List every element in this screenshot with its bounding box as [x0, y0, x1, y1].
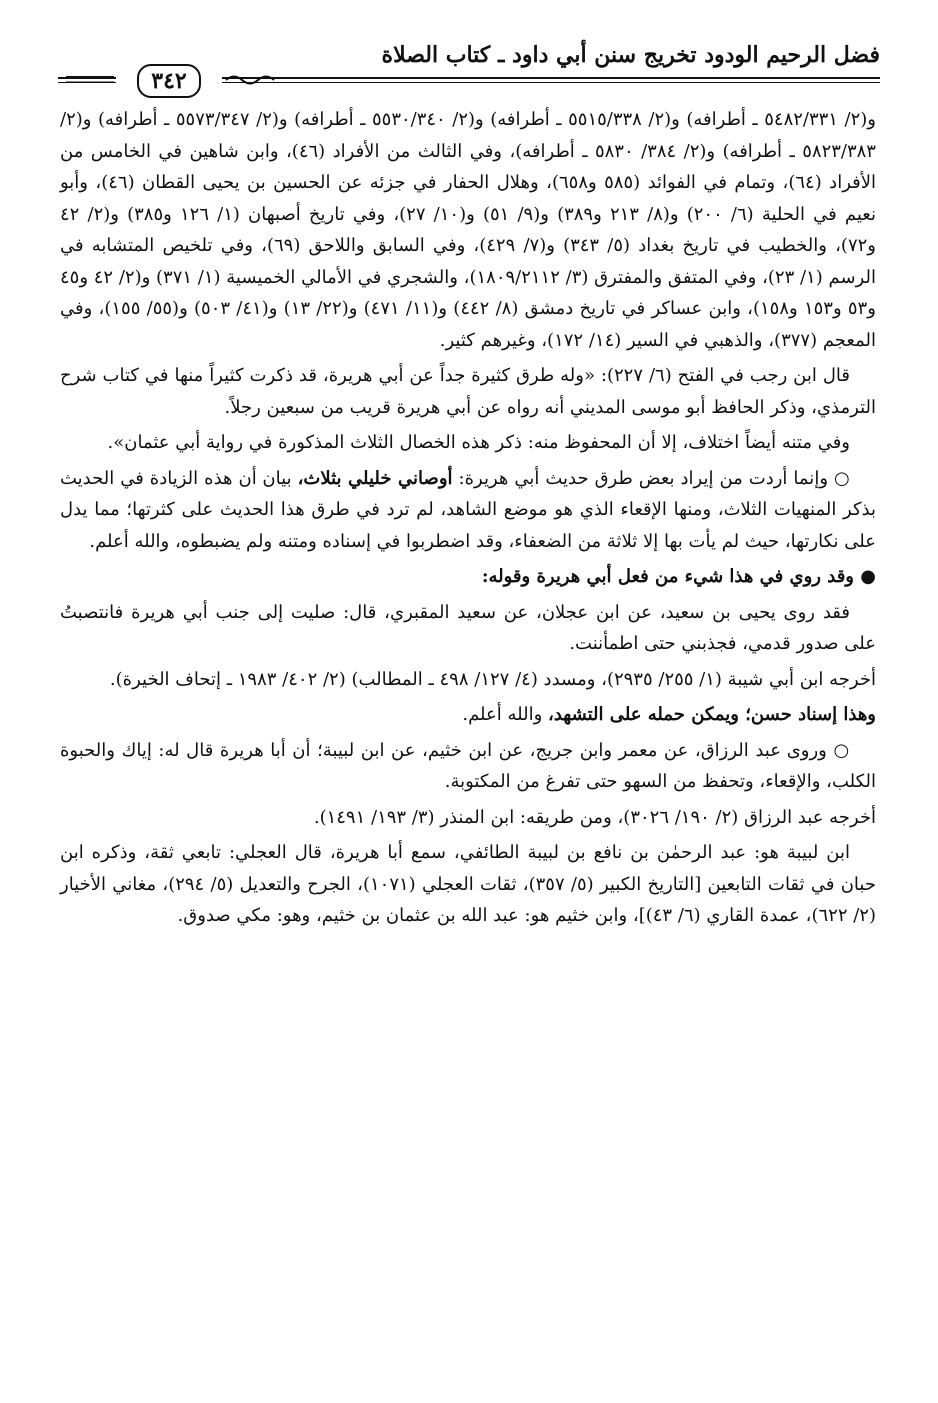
- isnad-judgement: وهذا إسناد حسن؛ ويمكن حمله على التشهد،: [548, 704, 876, 725]
- paragraph-yahya-narration: فقد روى يحيى بن سعيد، عن ابن عجلان، عن سعيد المقبري، قال: صليت إلى جنب أبي هريرة فانتصبتُ على صدور قدمي، فجذبني حتى اطمأننت.: [60, 601, 876, 654]
- purpose-body: بيان أن هذه الزيادة في الحديث بذكر المنهيات الثلاث، ومنها الإقعاء الذي هو موضع الشاهد، لم ترد في طرق هذا الحديث على كثرتها؛ مما يدل على نكارتها، حيث لم يأت بها إلا ثلاثة من الضعفاء، وقد اضطربوا في إسناده ومتنه ولم يضبطوه، والله أعلم.: [60, 467, 876, 552]
- hollow-bullet-icon: ○: [834, 467, 850, 489]
- page-number: ٣٤٢: [137, 64, 200, 98]
- purpose-intro: وإنما أردت من إيراد بعض طرق حديث أبي هريرة:: [458, 467, 829, 489]
- ornament-right-icon: [224, 71, 276, 89]
- ornament-left-icon: [64, 71, 116, 89]
- paragraph-matn-ikhtilaf: وفي متنه أيضاً اختلاف، إلا أن المحفوظ منه: ذكر هذه الخصال الثلاث المذكورة في رواية أبي عثمان».: [107, 432, 850, 453]
- purpose-hadith-quote: أوصاني خليلي بثلاث،: [297, 467, 453, 489]
- paragraph-ibn-labibah: ابن لبيبة هو: عبد الرحمٰن بن نافع بن لبيبة الطائفي، سمع أبا هريرة، قال العجلي: تابعي ثقة، وذكره ابن حبان في ثقات التابعين [التاريخ الكبير (٥/ ٣٥٧)، ثقات العجلي (١٠٧١)، الجرح والتعديل (٥/ ٢٩٤)، مغاني الأخيار (٢/ ٦٢٢)، عمدة القاري (٦/ ٤٣)]، وابن خثيم هو: عبد الله بن عثمان بن خثيم، وهو: مكي صدوق.: [60, 842, 876, 926]
- isnad-closing: والله أعلم.: [462, 704, 543, 725]
- section-heading: [60, 561, 876, 593]
- main-text: [60, 104, 876, 932]
- paragraph-isnad-hasan: [60, 699, 876, 731]
- hollow-bullet-icon: ○: [833, 739, 850, 761]
- paragraph-purpose: [60, 463, 876, 558]
- paragraph-ibn-rajab: قال ابن رجب في الفتح (٦/ ٢٢٧): «وله طرق كثيرة جداً عن أبي هريرة، قد ذكرت كثيراً منها في كتاب شرح الترمذي، وذكر الحافظ أبو موسى المديني أنه رواه عن أبي هريرة قريب من سبعين رجلاً.: [60, 365, 876, 418]
- section-heading-text: وقد روي في هذا شيء من فعل أبي هريرة وقوله:: [481, 566, 854, 587]
- paragraph-abdurrazzaq: [60, 735, 876, 798]
- page-number-box: [116, 64, 222, 98]
- paragraph-takhrij-ibn-abi-shaybah: أخرجه ابن أبي شيبة (١/ ٢٥٥/ ٢٩٣٥)، ومسدد (٤/ ١٢٧/ ٤٩٨ ـ المطالب) (٢/ ٤٠٢/ ١٩٨٣ ـ إتحاف الخيرة).: [109, 668, 876, 690]
- paragraph-citations: و(٢/ ٥٤٨٢/٣٣١ ـ أطرافه) و(٢/ ٥٥١٥/٣٣٨ ـ أطرافه) و(٢/ ٥٥٣٠/٣٤٠ ـ أطرافه) و(٢/ ٥٥٧٣/٣٤٧ ـ أطرافه) و(٢/ ٥٨٢٣/٣٨٣ ـ أطرافه) و(٢/ ٣٨٤/ ٥٨٣٠ ـ أطرافه)، وفي الثالث من الأفراد (٤٦)، وابن شاهين في الخامس من الأفراد (٦٤)، وتمام في الفوائد (٥٨٥ و٦٥٨)، وهلال الحفار في جزئه عن الحسين بن يحيى القطان (٤٦)، وأبو نعيم في الحلية (٦/ ٢٠٠) و(٨/ ٢١٣ و٣٨٩) و(٩/ ٥١) و(١٠/ ٢٧)، وفي تاريخ أصبهان (١/ ١٢٦ و٣٨٥) و(٢/ ٤٢ و٧٢)، والخطيب في تاريخ بغداد (٥/ ٣٤٣) و(٧/ ٤٢٩)، وفي السابق واللاحق (٦٩)، وفي تلخيص المتشابه في الرسم (١/ ٢٣)، وفي المتفق والمفترق (٣/ ١٨٠٩/٢١١٢)، والشجري في الأمالي الخميسية (١/ ٣٧١) و(٢/ ٤٢ و٤٥ و٥٣ و١٥٣ و١٥٨)، وابن عساكر في تاريخ دمشق (٨/ ٤٤٢) و(١١/ ٤٧١) و(٢٢/ ١٣) و(٤١/ ٥٠٣) و(٥٥/ ١٥٥)، وفي المعجم (٣٧٧)، والذهبي في السير (١٤/ ١٧٢)، وغيرهم كثير.: [60, 109, 876, 351]
- abdurrazzaq-text: وروى عبد الرزاق، عن معمر وابن جريج، عن ابن خثيم، عن ابن لبيبة؛ أن أبا هريرة قال له: إياك والحبوة الكلب، والإقعاء، وتحفظ من السهو حتى تفرغ من المكتوبة.: [60, 739, 876, 792]
- header-title: فضل الرحيم الودود تخريج سنن أبي داود ـ كتاب الصلاة: [381, 42, 880, 68]
- paragraph-takhrij-abdurrazzaq: أخرجه عبد الرزاق (٢/ ١٩٠/ ٣٠٢٦)، ومن طريقه: ابن المنذر (٣/ ١٩٣/ ١٤٩١).: [313, 806, 876, 828]
- filled-bullet-icon: ●: [860, 566, 876, 587]
